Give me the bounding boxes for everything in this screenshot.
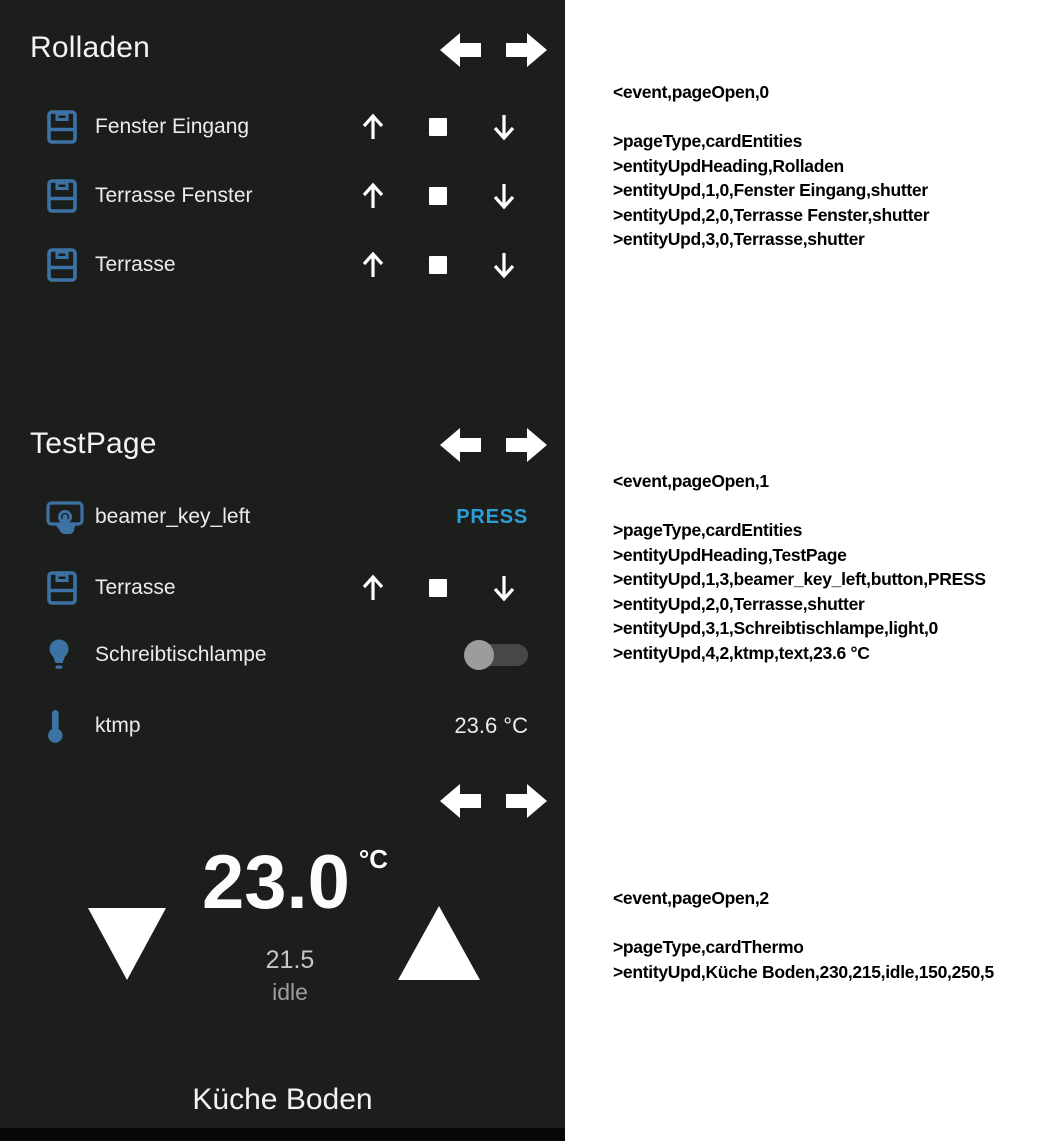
log-line: >pageType,cardEntities <box>613 131 803 151</box>
page-prev-icon[interactable] <box>440 32 481 68</box>
log-line: <event,pageOpen,0 <box>613 82 769 102</box>
protocol-log-block <box>613 469 986 665</box>
log-line: >entityUpd,1,3,beamer_key_left,button,PRESS <box>613 569 986 589</box>
protocol-log-block <box>613 886 994 984</box>
toggle-knob <box>464 640 494 670</box>
temperature-unit: °C <box>358 844 389 874</box>
entity-label: Schreibtischlampe <box>95 643 267 666</box>
entity-row <box>0 691 565 761</box>
sensor-value: 23.6 °C <box>454 713 528 738</box>
shutter-down-button[interactable] <box>488 572 520 604</box>
light-toggle[interactable] <box>466 644 528 666</box>
log-line: >entityUpd,1,0,Fenster Eingang,shutter <box>613 180 928 200</box>
entity-row <box>0 553 565 623</box>
log-line: >entityUpd,2,0,Terrasse,shutter <box>613 593 865 614</box>
shutter-down-button[interactable] <box>488 249 520 281</box>
entity-row <box>0 92 565 162</box>
page-next-icon[interactable] <box>506 783 547 819</box>
log-line: <event,pageOpen,2 <box>613 888 769 908</box>
entity-label: Terrasse <box>95 576 176 599</box>
window-shutter-icon <box>46 109 78 145</box>
shutter-stop-button[interactable] <box>429 256 447 274</box>
gesture-tap-button-icon <box>46 500 84 534</box>
entity-label: Fenster Eingang <box>95 115 250 138</box>
page-title: TestPage <box>30 427 157 460</box>
page-next-icon[interactable] <box>506 32 547 68</box>
shutter-up-button[interactable] <box>357 111 389 143</box>
entity-label: ktmp <box>95 714 141 737</box>
window-shutter-icon <box>46 570 78 606</box>
current-temperature-value: 23.0 <box>201 840 350 925</box>
thermostat-name: Küche Boden <box>192 1083 373 1116</box>
log-line: >entityUpd,3,1,Schreibtischlampe,light,0 <box>613 618 938 638</box>
page-prev-icon[interactable] <box>440 427 481 463</box>
entity-label: beamer_key_left <box>95 505 251 528</box>
window-shutter-icon <box>46 247 78 283</box>
target-temperature: 21.5 <box>265 946 315 974</box>
entity-row <box>0 620 565 690</box>
shutter-up-button[interactable] <box>357 180 389 212</box>
log-line: <event,pageOpen,1 <box>613 471 769 491</box>
thermometer-icon <box>46 708 64 744</box>
entity-row <box>0 230 565 300</box>
shutter-stop-button[interactable] <box>429 579 447 597</box>
shutter-up-button[interactable] <box>357 572 389 604</box>
log-line: >entityUpdHeading,TestPage <box>613 544 847 565</box>
entity-label: Terrasse Fenster <box>95 184 253 207</box>
entity-row <box>0 482 565 552</box>
log-line: >entityUpdHeading,Rolladen <box>613 155 844 176</box>
shutter-stop-button[interactable] <box>429 187 447 205</box>
log-line: >entityUpd,Küche Boden,230,215,idle,150,250,5 <box>613 961 994 982</box>
log-line: >pageType,cardThermo <box>613 937 804 957</box>
screen-bezel <box>0 1128 565 1141</box>
lightbulb-icon <box>46 637 72 673</box>
window-shutter-icon <box>46 178 78 214</box>
page-title: Rolladen <box>30 31 151 64</box>
hvac-state: idle <box>272 979 308 1005</box>
shutter-down-button[interactable] <box>488 111 520 143</box>
shutter-stop-button[interactable] <box>429 118 447 136</box>
protocol-log-block <box>613 80 929 252</box>
page-next-icon[interactable] <box>506 427 547 463</box>
shutter-up-button[interactable] <box>357 249 389 281</box>
shutter-down-button[interactable] <box>488 180 520 212</box>
page-prev-icon[interactable] <box>440 783 481 819</box>
log-line: >entityUpd,4,2,ktmp,text,23.6 °C <box>613 642 870 663</box>
log-line: >entityUpd,2,0,Terrasse Fenster,shutter <box>613 204 930 225</box>
log-line: >pageType,cardEntities <box>613 520 803 540</box>
press-button[interactable]: PRESS <box>456 506 528 528</box>
log-line: >entityUpd,3,0,Terrasse,shutter <box>613 229 865 249</box>
entity-label: Terrasse <box>95 253 176 276</box>
entity-row <box>0 161 565 231</box>
